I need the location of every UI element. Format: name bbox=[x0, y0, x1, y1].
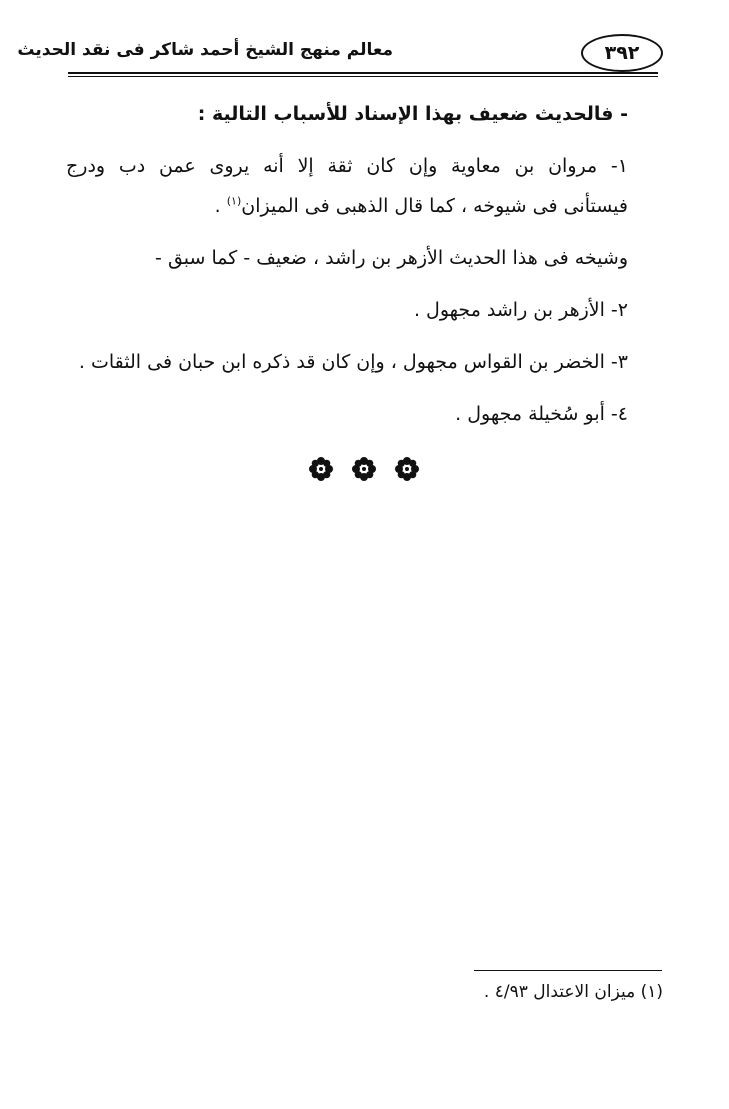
body-text bbox=[66, 94, 628, 434]
header-rule-thin bbox=[68, 76, 658, 77]
item-1-line-2-end: . bbox=[214, 195, 227, 217]
section-divider-ornaments bbox=[308, 454, 420, 484]
item-4: ٤- أبو سُخيلة مجهول . bbox=[455, 403, 628, 425]
item-3: ٣- الخضر بن القواس مجهول ، وإن كان قد ذكره ابن حبان فى الثقات . bbox=[78, 351, 628, 373]
flower-ornament-icon bbox=[394, 456, 420, 482]
item-1-line-1: ١- مروان بن معاوية وإن كان ثقة إلا أنه يروى عمن دب ودرج bbox=[66, 155, 628, 177]
item-1-line-3: وشيخه فى هذا الحديث الأزهر بن راشد ، ضعيف - كما سبق - bbox=[155, 247, 628, 269]
footnote-separator bbox=[474, 970, 662, 971]
footnote-reference[interactable]: (١) bbox=[226, 194, 242, 208]
flower-ornament-icon bbox=[351, 456, 377, 482]
running-title: معالم منهج الشيخ أحمد شاكر فى نقد الحديث bbox=[17, 40, 393, 60]
footnote: (١) ميزان الاعتدال ٤/٩٣ . bbox=[483, 982, 663, 1002]
page-header bbox=[17, 34, 658, 74]
flower-ornament-icon bbox=[308, 456, 334, 482]
intro-line: - فالحديث ضعيف بهذا الإسناد للأسباب التالية : bbox=[197, 103, 628, 125]
page-number: ٣٩٢ bbox=[581, 34, 663, 72]
item-1-line-2 bbox=[66, 186, 628, 226]
item-2: ٢- الأزهر بن راشد مجهول . bbox=[413, 299, 628, 321]
header-rule bbox=[68, 72, 658, 74]
item-1-line-2-text: فيستأنى فى شيوخه ، كما قال الذهبى فى الميزان bbox=[241, 195, 628, 217]
